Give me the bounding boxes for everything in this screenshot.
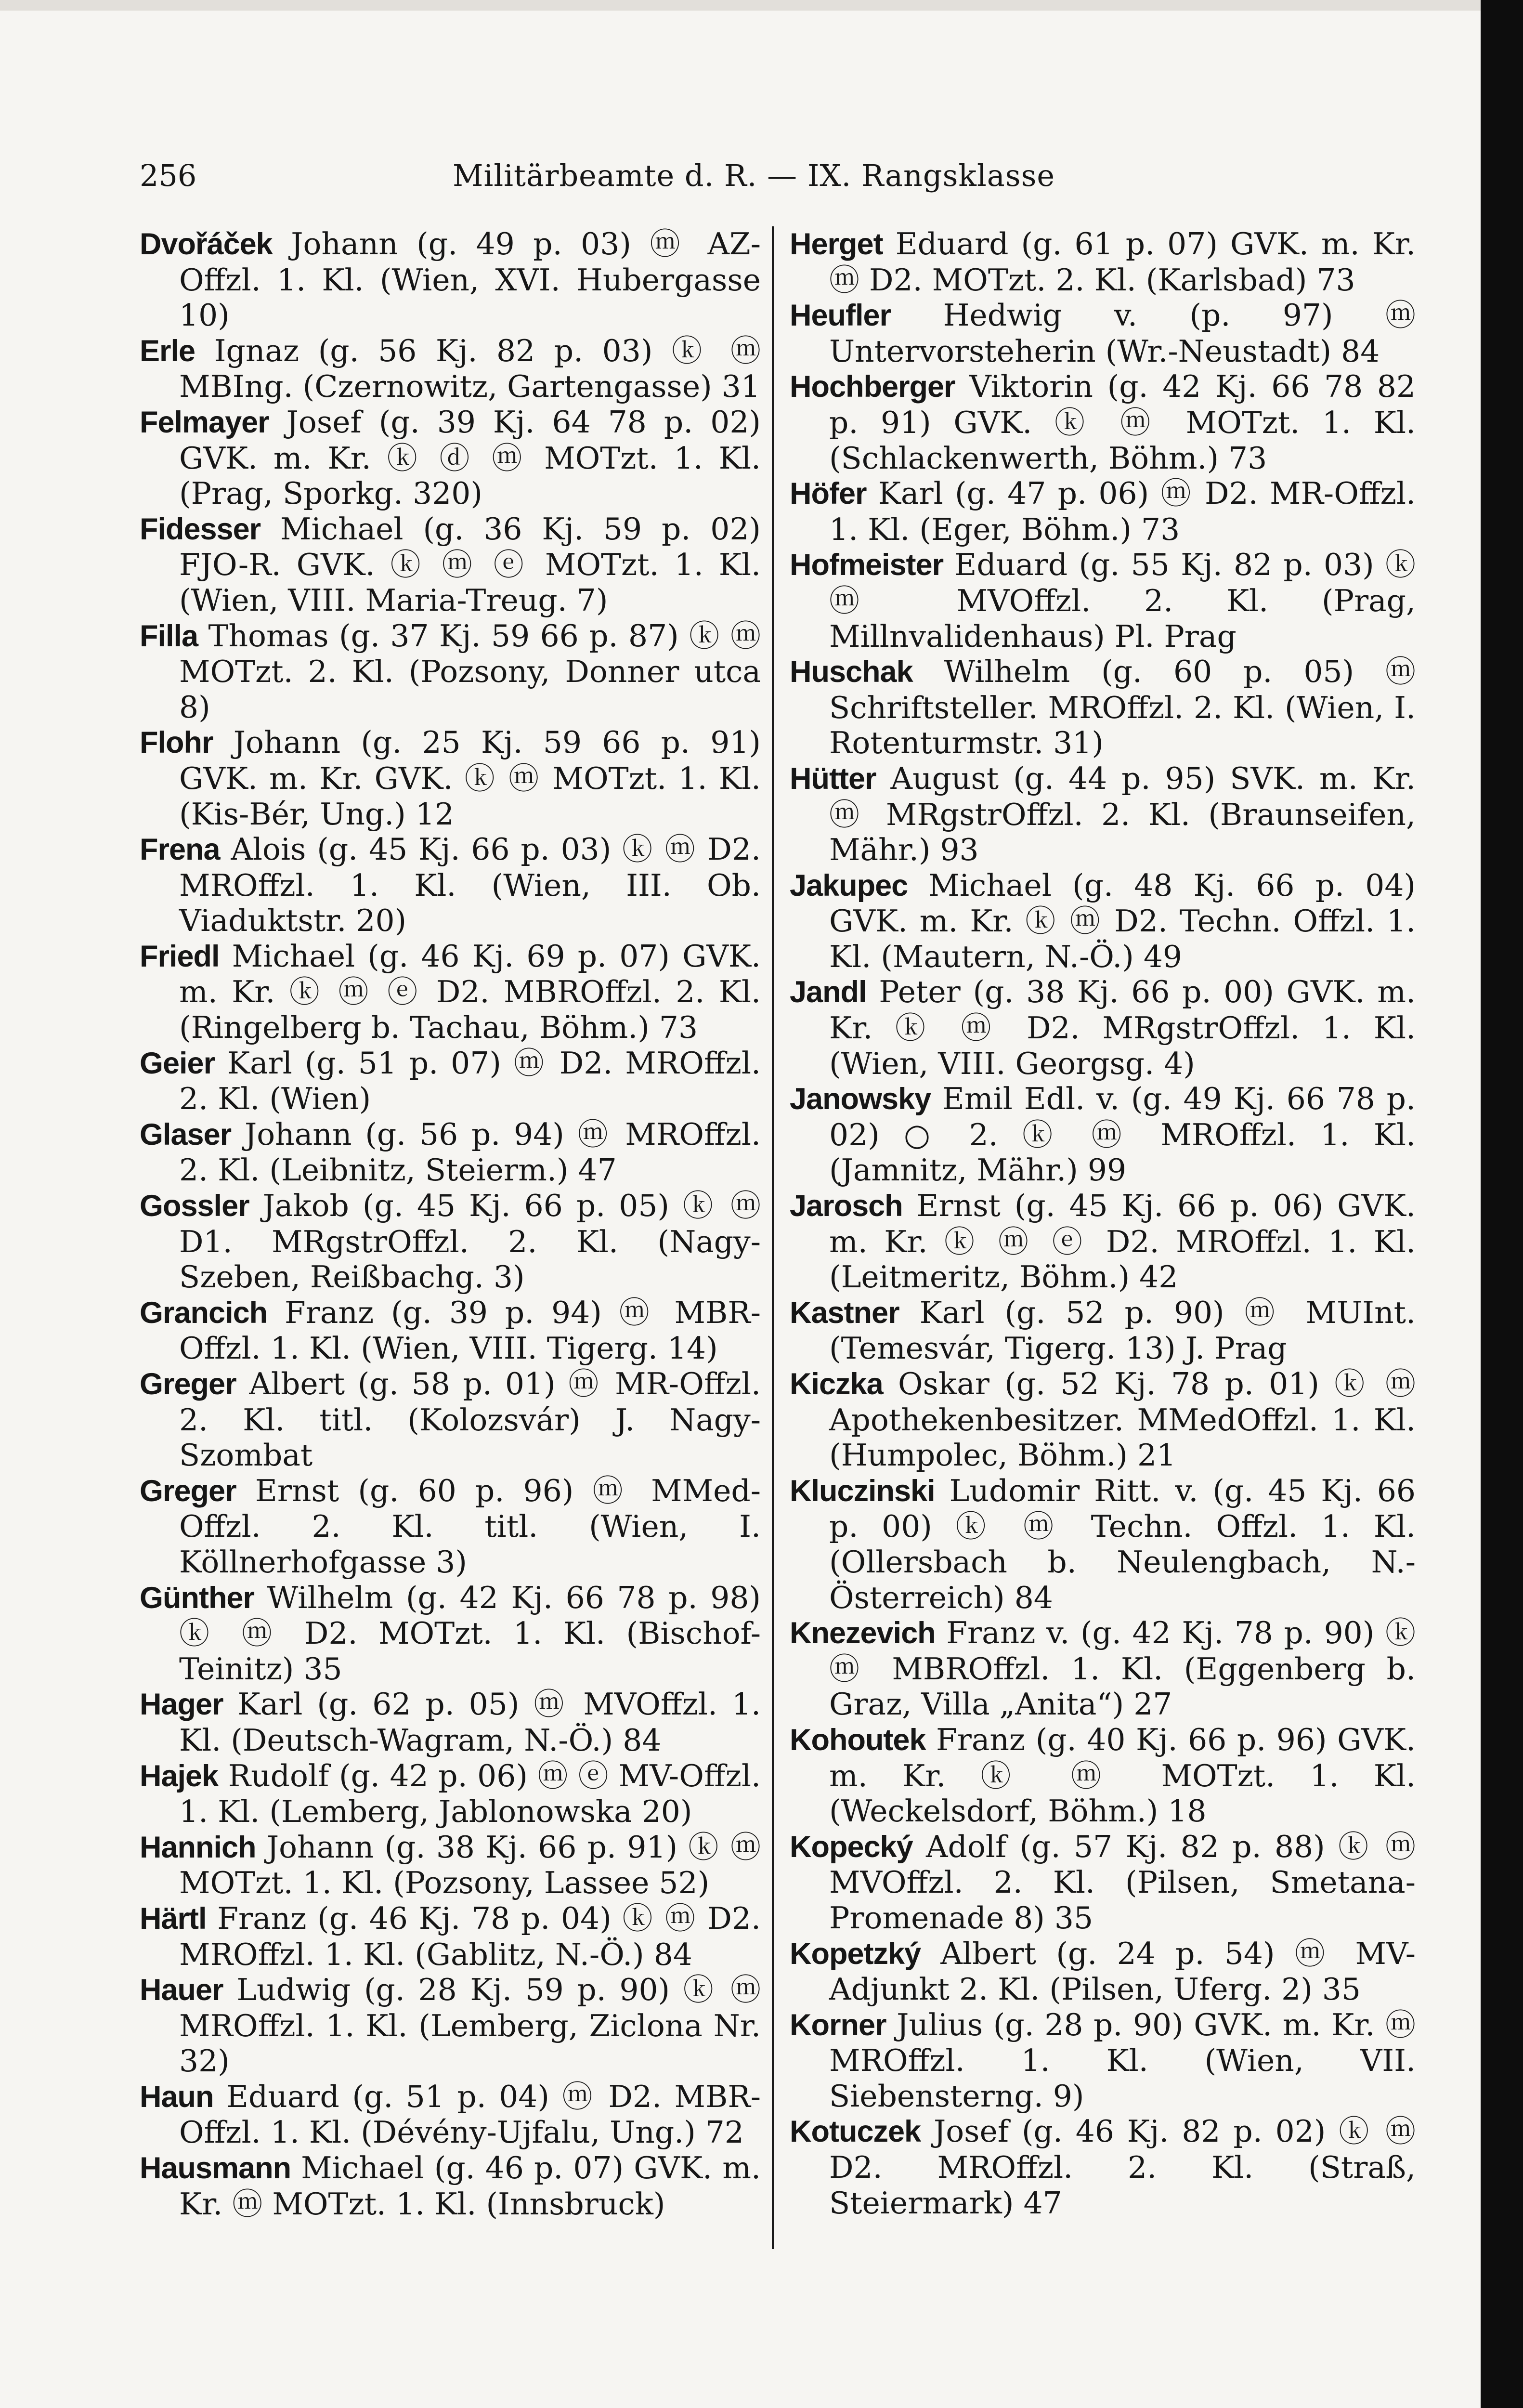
directory-entry: [140, 1972, 761, 2079]
directory-entry: [140, 618, 761, 725]
entry-details: Ernst (g. 45 Kj. 66 p. 06) GVK. m. Kr. ⓚ ⓜ ⓔ D2. MROffzl. 1. Kl. (Leitmeritz, Böhm.) 42: [829, 1188, 1416, 1295]
directory-entry: [140, 1117, 761, 1188]
entry-details: Johann (g. 56 p. 94) ⓜ MROffzl. 2. Kl. (Leibnitz, Steierm.) 47: [179, 1116, 761, 1188]
directory-entry: [790, 476, 1416, 547]
page-top-edge: [0, 0, 1523, 11]
entry-surname: Hajek: [140, 1759, 219, 1793]
directory-entry: [790, 1722, 1416, 1829]
entry-details: Michael (g. 46 Kj. 69 p. 07) GVK. m. Kr. ⓚ ⓜ ⓔ D2. MBROffzl. 2. Kl. (Ringelberg b. Tachau, Böhm.) 73: [179, 938, 761, 1046]
directory-entry: [790, 761, 1416, 868]
directory-entry: [140, 226, 761, 333]
entry-surname: Höfer: [790, 477, 867, 511]
directory-entry: [140, 511, 761, 618]
directory-entry: [790, 1081, 1416, 1188]
entry-surname: Hannich: [140, 1830, 256, 1864]
entry-surname: Hager: [140, 1688, 223, 1722]
entry-details: Oskar (g. 52 Kj. 78 p. 01) ⓚ ⓜ Apothekenbesitzer. MMedOffzl. 1. Kl. (Humpolec, Böhm.) 21: [829, 1366, 1416, 1473]
entry-details: Josef (g. 46 Kj. 82 p. 02) ⓚ ⓜ D2. MROffzl. 2. Kl. (Straß, Steiermark) 47: [829, 2114, 1416, 2221]
entry-surname: Kopecký: [790, 1830, 913, 1864]
directory-entry: [140, 1830, 761, 1901]
entry-details: Alois (g. 45 Kj. 66 p. 03) ⓚ ⓜ D2. MROffzl. 1. Kl. (Wien, III. Ob. Viaduktstr. 20): [179, 832, 761, 939]
entry-details: Josef (g. 39 Kj. 64 78 p. 02) GVK. m. Kr. ⓚ ⓓ ⓜ MOTzt. 1. Kl. (Prag, Sporkg. 320): [179, 404, 761, 511]
entry-details: Ernst (g. 60 p. 96) ⓜ MMed-Offzl. 2. Kl. titl. (Wien, I. Köllnerhofgasse 3): [179, 1473, 761, 1580]
entry-surname: Jarosch: [790, 1189, 903, 1223]
directory-entry: [140, 2079, 761, 2150]
entry-surname: Geier: [140, 1046, 215, 1080]
entry-details: Rudolf (g. 42 p. 06) ⓜ ⓔ MV-Offzl. 1. Kl. (Lemberg, Jablonowska 20): [179, 1758, 761, 1830]
entry-surname: Kotuczek: [790, 2115, 921, 2149]
entry-details: August (g. 44 p. 95) SVK. m. Kr. ⓜ MRgstrOffzl. 2. Kl. (Braunseifen, Mähr.) 93: [829, 760, 1416, 868]
column-divider: [772, 226, 774, 2249]
entry-surname: Janowsky: [790, 1082, 931, 1116]
entry-details: Johann (g. 38 Kj. 66 p. 91) ⓚ ⓜ MOTzt. 1. Kl. (Pozsony, Lassee 52): [179, 1829, 761, 1901]
directory-entry: [790, 1473, 1416, 1615]
entry-surname: Kopetzký: [790, 1937, 921, 1971]
entry-surname: Greger: [140, 1367, 236, 1401]
directory-entry: [140, 1687, 761, 1758]
directory-entry: [140, 1901, 761, 1972]
entry-surname: Fidesser: [140, 512, 261, 546]
right-column: [790, 226, 1416, 2221]
entry-details: Ludomir Ritt. v. (g. 45 Kj. 66 p. 00) ⓚ ⓜ Techn. Offzl. 1. Kl. (Ollersbach b. Neulengbach, N.-Österreich) 84: [829, 1473, 1416, 1615]
directory-entry: [140, 1758, 761, 1830]
entry-surname: Erle: [140, 334, 195, 368]
entry-details: Wilhelm (g. 60 p. 05) ⓜ Schriftsteller. MROffzl. 2. Kl. (Wien, I. Rotenturmstr. 31): [829, 654, 1416, 761]
entry-surname: Kastner: [790, 1296, 899, 1330]
entry-details: Franz (g. 40 Kj. 66 p. 96) GVK. m. Kr. ⓚ ⓜ MOTzt. 1. Kl. (Weckelsdorf, Böhm.) 18: [829, 1722, 1416, 1829]
entry-surname: Filla: [140, 619, 198, 653]
entry-details: Peter (g. 38 Kj. 66 p. 00) GVK. m. Kr. ⓚ ⓜ D2. MRgstrOffzl. 1. Kl. (Wien, VIII. Georgsg. 4): [829, 974, 1416, 1081]
entry-details: Albert (g. 58 p. 01) ⓜ MR-Offzl. 2. Kl. titl. (Kolozsvár) J. Nagy-Szombat: [179, 1366, 761, 1473]
entry-details: Franz v. (g. 42 Kj. 78 p. 90) ⓚ ⓜ MBROffzl. 1. Kl. (Eggenberg b. Graz, Villa „Anita“) 27: [829, 1615, 1416, 1722]
entry-surname: Korner: [790, 2008, 886, 2042]
directory-entry: [140, 939, 761, 1046]
directory-entry: [790, 1829, 1416, 1936]
entry-surname: Glaser: [140, 1117, 232, 1152]
entry-details: Michael (g. 36 Kj. 59 p. 02) FJO-R. GVK. ⓚ ⓜ ⓔ MOTzt. 1. Kl. (Wien, VIII. Maria-Treug. 7): [179, 511, 761, 618]
entry-details: Johann (g. 25 Kj. 59 66 p. 91) GVK. m. Kr. GVK. ⓚ ⓜ MOTzt. 1. Kl. (Kis-Bér, Ung.) 12: [179, 725, 761, 832]
entry-details: Karl (g. 52 p. 90) ⓜ MUInt. (Temesvár, Tigerg. 13) J. Prag: [829, 1295, 1416, 1366]
entry-details: Eduard (g. 61 p. 07) GVK. m. Kr. ⓜ D2. MOTzt. 2. Kl. (Karlsbad) 73: [829, 226, 1416, 298]
directory-entry: [790, 369, 1416, 476]
directory-entry: [140, 1188, 761, 1295]
directory-entry: [790, 868, 1416, 975]
directory-entry: [140, 832, 761, 939]
entry-surname: Haun: [140, 2080, 214, 2114]
entry-details: Thomas (g. 37 Kj. 59 66 p. 87) ⓚ ⓜ MOTzt. 2. Kl. (Pozsony, Donner utca 8): [179, 618, 761, 725]
directory-entry: [140, 1580, 761, 1687]
entry-details: Michael (g. 48 Kj. 66 p. 04) GVK. m. Kr. ⓚ ⓜ D2. Techn. Offzl. 1. Kl. (Mautern, N.-Ö.) 49: [829, 867, 1416, 974]
directory-entry: [790, 654, 1416, 761]
entry-details: Karl (g. 47 p. 06) ⓜ D2. MR-Offzl. 1. Kl. (Eger, Böhm.) 73: [829, 476, 1416, 547]
scan-dark-border: [1481, 0, 1523, 2408]
directory-entry: [140, 405, 761, 511]
directory-entry: [140, 333, 761, 405]
entry-surname: Jakupec: [790, 868, 908, 903]
directory-entry: [790, 226, 1416, 298]
entry-details: Wilhelm (g. 42 Kj. 66 78 p. 98) ⓚ ⓜ D2. MOTzt. 1. Kl. (Bischof-Teinitz) 35: [179, 1580, 761, 1687]
entry-surname: Felmayer: [140, 405, 269, 439]
entry-details: Eduard (g. 51 p. 04) ⓜ D2. MBR-Offzl. 1. Kl. (Dévény-Ujfalu, Ung.) 72: [179, 2079, 761, 2150]
entry-surname: Kiczka: [790, 1367, 883, 1401]
entry-surname: Kluczinski: [790, 1474, 935, 1508]
entry-surname: Günther: [140, 1581, 254, 1615]
page-number: 256: [140, 158, 197, 193]
directory-entry: [790, 1366, 1416, 1473]
entry-details: Viktorin (g. 42 Kj. 66 78 82 p. 91) GVK. ⓚ ⓜ MOTzt. 1. Kl. (Schlackenwerth, Böhm.) 73: [829, 369, 1416, 476]
directory-entry: [790, 2114, 1416, 2221]
entry-surname: Dvořáček: [140, 227, 273, 261]
entry-surname: Frena: [140, 833, 220, 867]
entry-surname: Greger: [140, 1474, 236, 1508]
entry-surname: Herget: [790, 227, 883, 261]
directory-entry: [140, 1473, 761, 1580]
entry-details: Ignaz (g. 56 Kj. 82 p. 03) ⓚ ⓜ MBIng. (Czernowitz, Gartengasse) 31: [179, 333, 761, 405]
entry-surname: Heufler: [790, 299, 891, 333]
entry-details: Eduard (g. 55 Kj. 82 p. 03) ⓚ ⓜ MVOffzl. 2. Kl. (Prag, Millnvalidenhaus) Pl. Prag: [829, 547, 1416, 654]
directory-entry: [140, 1366, 761, 1473]
entry-surname: Jandl: [790, 975, 867, 1009]
directory-entry: [140, 1295, 761, 1366]
entry-surname: Hofmeister: [790, 548, 944, 582]
entry-surname: Knezevich: [790, 1616, 936, 1650]
directory-entry: [790, 1295, 1416, 1366]
entry-details: Emil Edl. v. (g. 49 Kj. 66 78 p. 02) ○ 2. ⓚ ⓜ MROffzl. 1. Kl. (Jamnitz, Mähr.) 99: [829, 1081, 1416, 1188]
entry-surname: Hütter: [790, 761, 876, 796]
entry-surname: Kohoutek: [790, 1723, 926, 1757]
entry-details: Albert (g. 24 p. 54) ⓜ MV-Adjunkt 2. Kl. (Pilsen, Uferg. 2) 35: [829, 1936, 1416, 2007]
entry-details: Karl (g. 62 p. 05) ⓜ MVOffzl. 1. Kl. (Deutsch-Wagram, N.-Ö.) 84: [179, 1687, 761, 1758]
directory-entry: [790, 2007, 1416, 2114]
directory-entry: [140, 1046, 761, 1117]
directory-entry: [140, 725, 761, 832]
entry-surname: Härtl: [140, 1901, 207, 1936]
directory-entry: [790, 298, 1416, 369]
entry-details: Jakob (g. 45 Kj. 66 p. 05) ⓚ ⓜ D1. MRgstrOffzl. 2. Kl. (Nagy-Szeben, Reißbachg. 3): [179, 1188, 761, 1295]
entry-details: Karl (g. 51 p. 07) ⓜ D2. MROffzl. 2. Kl. (Wien): [179, 1045, 761, 1117]
entry-surname: Grancich: [140, 1296, 268, 1330]
entry-details: Michael (g. 46 p. 07) GVK. m. Kr. ⓜ MOTzt. 1. Kl. (Innsbruck): [179, 2150, 761, 2222]
directory-entry: [790, 1615, 1416, 1722]
directory-entry: [790, 547, 1416, 654]
directory-entry: [790, 1188, 1416, 1295]
entry-details: Johann (g. 49 p. 03) ⓜ AZ-Offzl. 1. Kl. (Wien, XVI. Hubergasse 10): [179, 226, 761, 333]
entry-surname: Hausmann: [140, 2151, 291, 2186]
entry-surname: Hauer: [140, 1973, 223, 2007]
entry-surname: Huschak: [790, 655, 913, 689]
entry-details: Hedwig v. (p. 97) ⓜ Untervorsteherin (Wr.-Neustadt) 84: [829, 298, 1416, 369]
entry-details: Julius (g. 28 p. 90) GVK. m. Kr. ⓜ MROffzl. 1. Kl. (Wien, VII. Siebensterng. 9): [829, 2007, 1416, 2114]
page-header: [140, 154, 1107, 197]
entry-surname: Hochberger: [790, 370, 955, 404]
directory-entry: [790, 974, 1416, 1081]
entry-details: Adolf (g. 57 Kj. 82 p. 88) ⓚ ⓜ MVOffzl. 2. Kl. (Pilsen, Smetana-Promenade 8) 35: [829, 1829, 1416, 1936]
running-title: Militärbeamte d. R. — IX. Rangsklasse: [453, 158, 1055, 193]
directory-entry: [140, 2150, 761, 2222]
entry-surname: Gossler: [140, 1189, 249, 1223]
entry-surname: Flohr: [140, 726, 213, 760]
entry-details: Ludwig (g. 28 Kj. 59 p. 90) ⓚ ⓜ MROffzl. 1. Kl. (Lemberg, Ziclona Nr. 32): [179, 1972, 761, 2079]
directory-entry: [790, 1936, 1416, 2007]
entry-details: Franz (g. 46 Kj. 78 p. 04) ⓚ ⓜ D2. MROffzl. 1. Kl. (Gablitz, N.-Ö.) 84: [179, 1900, 761, 1972]
entry-surname: Friedl: [140, 939, 220, 973]
entry-details: Franz (g. 39 p. 94) ⓜ MBR-Offzl. 1. Kl. (Wien, VIII. Tigerg. 14): [179, 1295, 761, 1366]
left-column: [140, 226, 761, 2222]
